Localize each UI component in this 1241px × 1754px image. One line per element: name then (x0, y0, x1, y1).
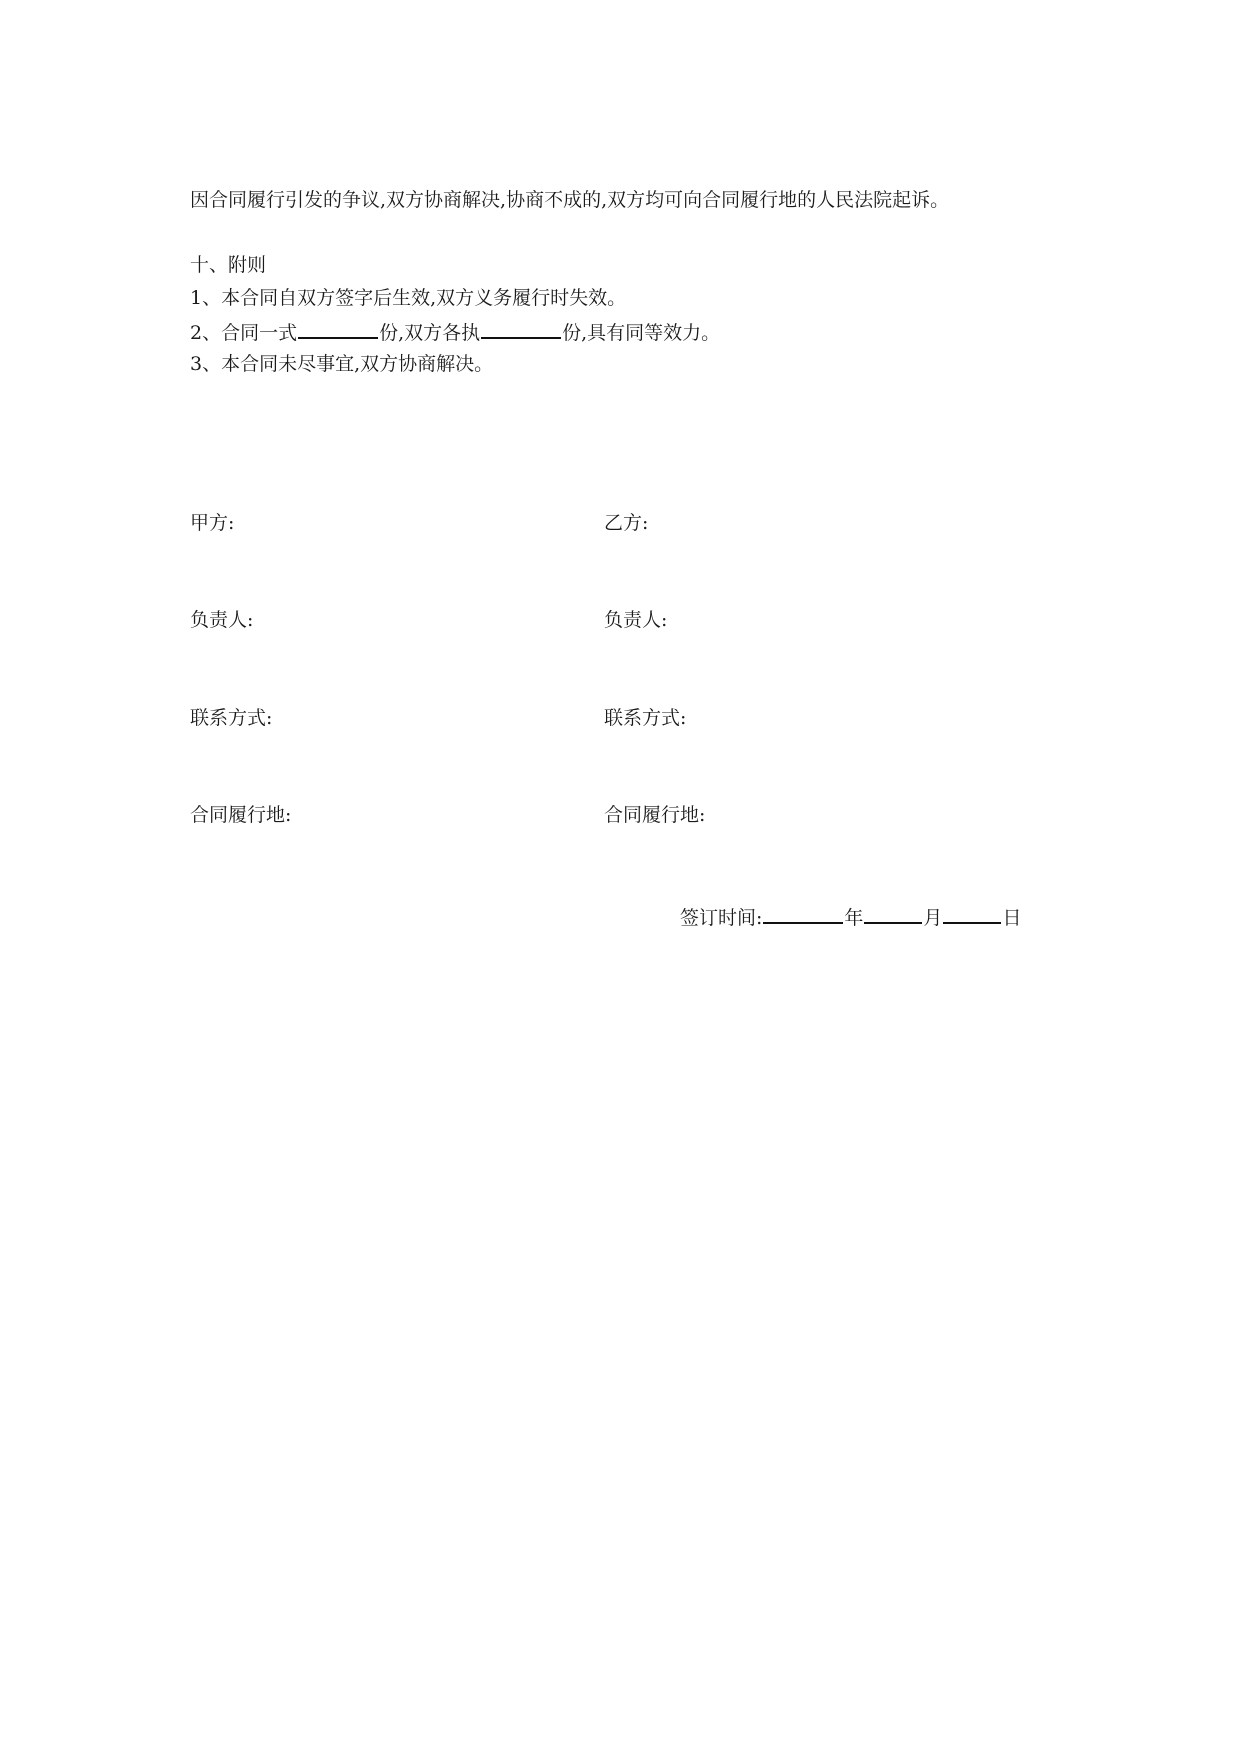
appendix-item-1: 1、本合同自双方签字后生效,双方义务履行时失效。 (190, 287, 627, 309)
party-a-contact-label: 联系方式: (190, 707, 273, 729)
month-blank (864, 904, 922, 924)
item2-text-b: 份,双方各执 (379, 322, 481, 344)
day-blank (943, 904, 1001, 924)
party-b-label: 乙方: (604, 512, 649, 534)
signing-date-label: 签订时间: (680, 907, 763, 929)
month-label: 月 (923, 907, 943, 929)
party-b-place-label: 合同履行地: (604, 804, 706, 826)
section-title-appendix: 十、附则 (190, 254, 267, 276)
item2-text-a: 2、合同一式 (190, 322, 298, 344)
day-label: 日 (1002, 907, 1022, 929)
party-b-person-label: 负责人: (604, 609, 668, 631)
appendix-item-2 (190, 319, 720, 345)
item2-text-c: 份,具有同等效力。 (562, 322, 721, 344)
party-a-place-label: 合同履行地: (190, 804, 292, 826)
year-label: 年 (844, 907, 864, 929)
year-blank (763, 904, 843, 924)
appendix-item-3: 3、本合同未尽事宜,双方协商解决。 (190, 353, 494, 375)
copies-each-blank (481, 319, 561, 339)
party-a-person-label: 负责人: (190, 609, 254, 631)
signing-date (680, 904, 1021, 930)
copies-total-blank (298, 319, 378, 339)
party-b-contact-label: 联系方式: (604, 707, 687, 729)
dispute-clause: 因合同履行引发的争议,双方协商解决,协商不成的,双方均可向合同履行地的人民法院起诉。 (190, 189, 950, 211)
party-a-label: 甲方: (190, 512, 235, 534)
